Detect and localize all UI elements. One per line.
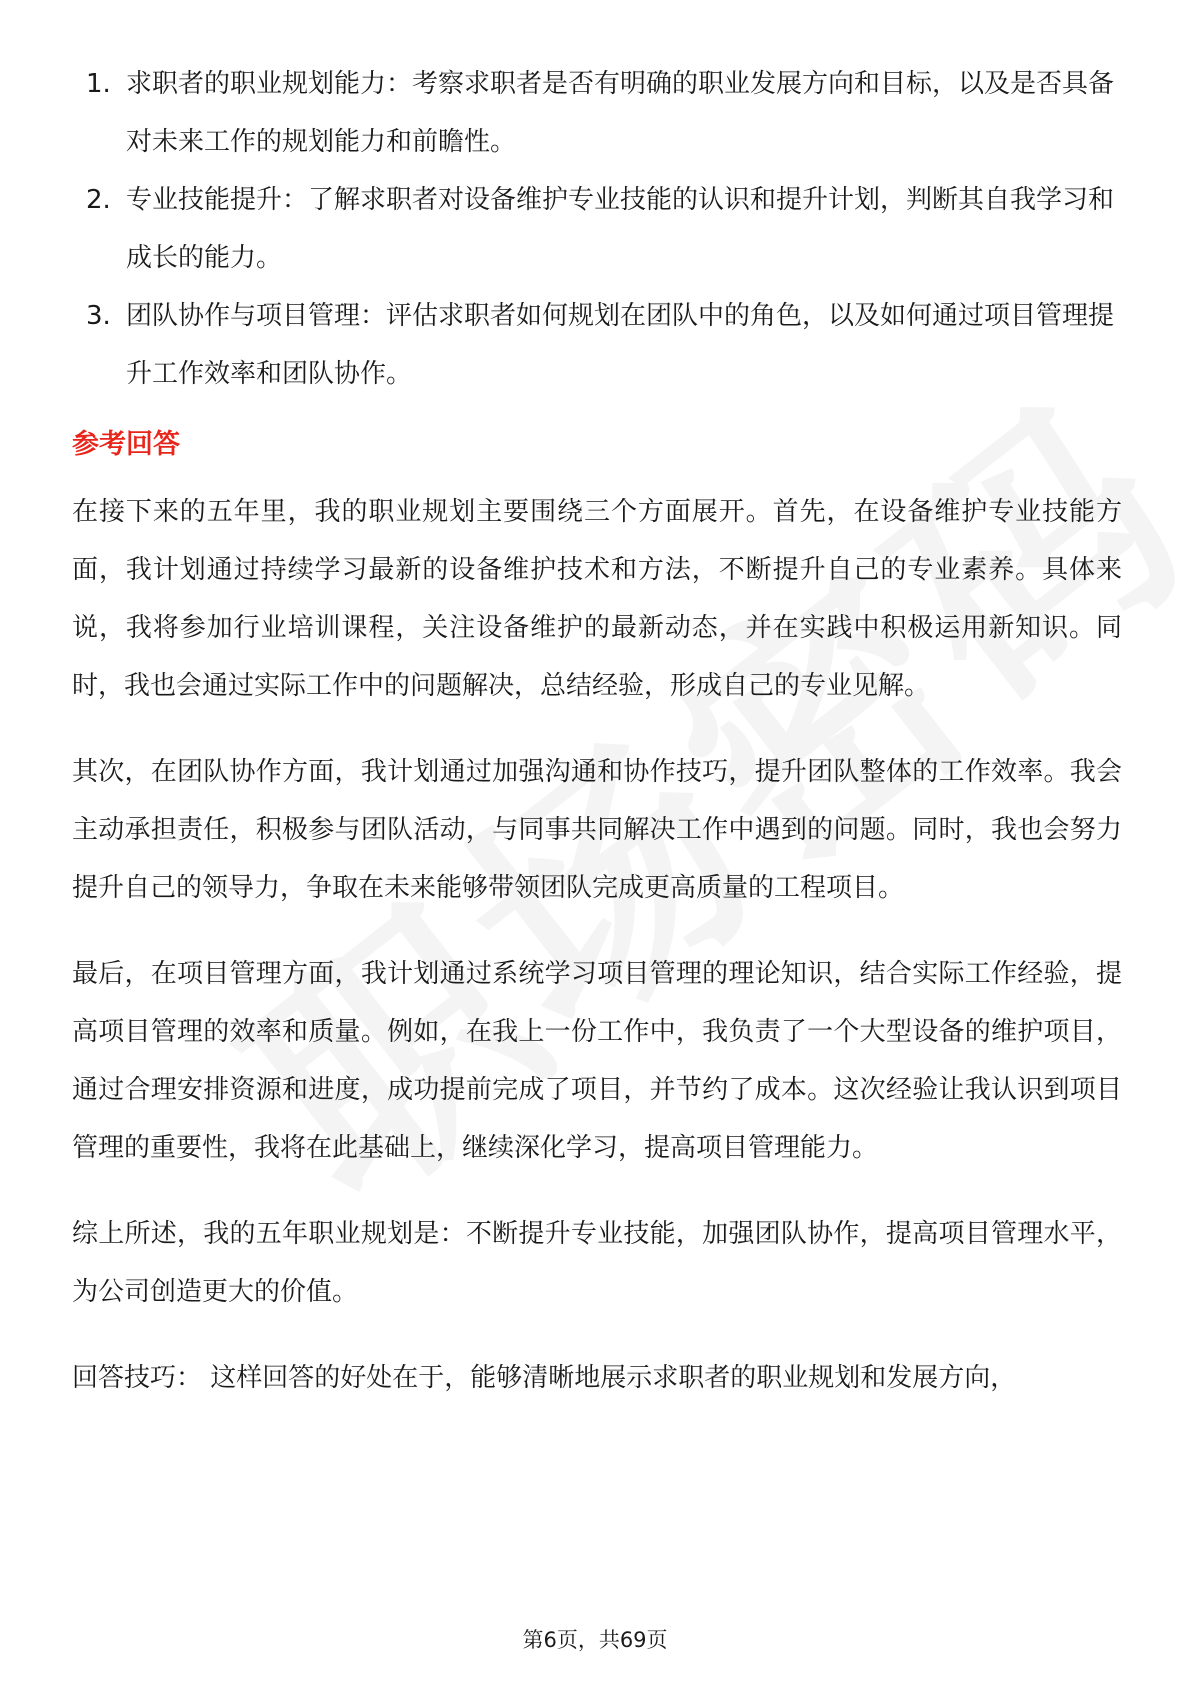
paragraph: 最后，在项目管理方面，我计划通过系统学习项目管理的理论知识，结合实际工作经验，提高项目管理的效率和质量。例如，在我上一份工作中，我负责了一个大型设备的维护项目，通过合理安排资源和进度，成功提前完成了项目，并节约了成本。这次经验让我认识到项目管理的重要性，我将在此基础上，继续深化学习，提高项目管理能力。 [72,959,1122,1163]
page-number-footer: 第6页，共69页 [522,1628,668,1652]
list-item [72,287,1122,403]
paragraph: 其次，在团队协作方面，我计划通过加强沟通和协作技巧，提升团队整体的工作效率。我会主动承担责任，积极参与团队活动，与同事共同解决工作中遇到的问题。同时，我也会努力提升自己的领导力，争取在未来能够带领团队完成更高质量的工程项目。 [72,757,1122,903]
list-item-text: 求职者的职业规划能力：考察求职者是否有明确的职业发展方向和目标，以及是否具备对未来工作的规划能力和前瞻性。 [126,69,1115,157]
document-body [72,55,1122,1435]
list-number: 2. [86,185,111,215]
list-number: 1. [86,69,111,99]
list-number: 3. [86,301,111,331]
list-item-text: 团队协作与项目管理：评估求职者如何规划在团队中的角色，以及如何通过项目管理提升工作效率和团队协作。 [126,301,1115,389]
paragraph: 在接下来的五年里，我的职业规划主要围绕三个方面展开。首先，在设备维护专业技能方面，我计划通过持续学习最新的设备维护技术和方法，不断提升自己的专业素养。具体来说，我将参加行业培训课程，关注设备维护的最新动态，并在实践中积极运用新知识。同时，我也会通过实际工作中的问题解决，总结经验，形成自己的专业见解。 [72,497,1122,701]
list-item [72,171,1122,287]
evaluation-criteria-list [72,55,1122,403]
list-item-text: 专业技能提升：了解求职者对设备维护专业技能的认识和提升计划，判断其自我学习和成长的能力。 [126,185,1115,273]
paragraph: 回答技巧： 这样回答的好处在于，能够清晰地展示求职者的职业规划和发展方向， [72,1363,1017,1393]
list-item [72,55,1122,171]
answer-heading: 参考回答 [72,429,180,460]
paragraph: 综上所述，我的五年职业规划是：不断提升专业技能，加强团队协作，提高项目管理水平，为公司创造更大的价值。 [72,1219,1122,1307]
